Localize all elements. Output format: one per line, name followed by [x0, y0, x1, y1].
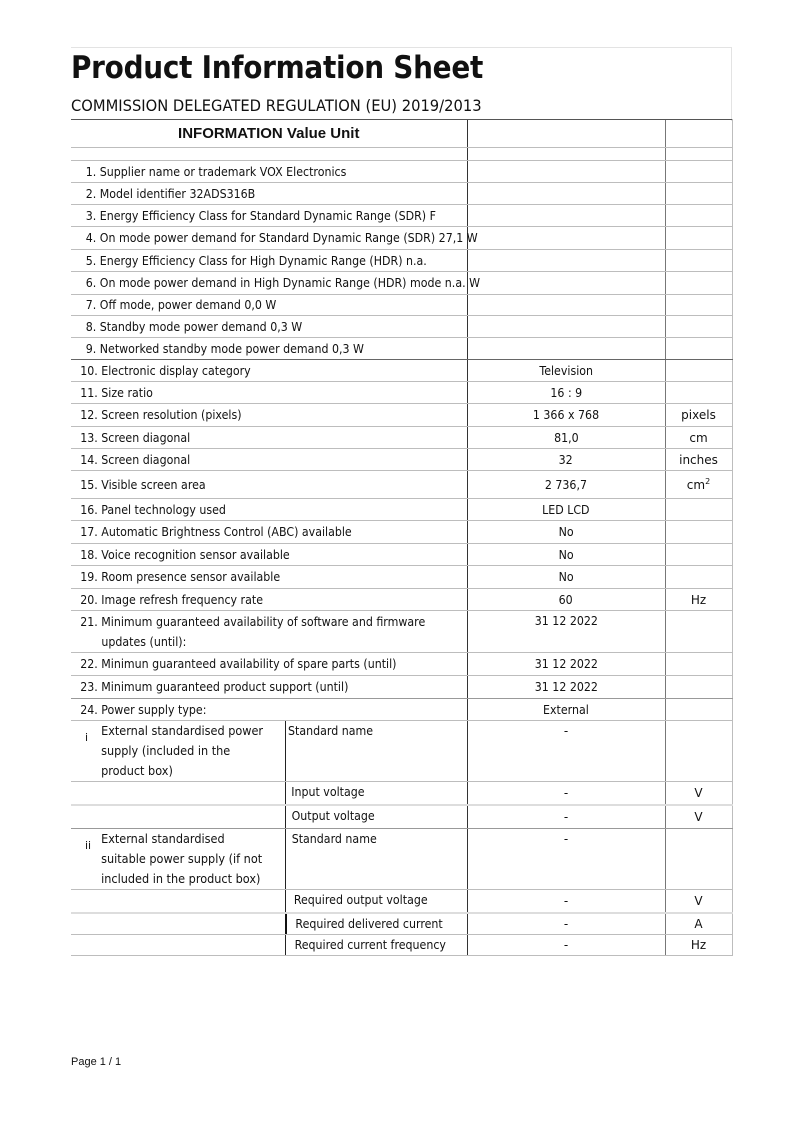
power-supply-i-row [71, 782, 732, 806]
row-label: 7. Off mode, power demand 0,0 W [85, 298, 277, 312]
table-row [71, 544, 732, 566]
row-unit [665, 316, 732, 338]
row-label-continued: updates (until): [101, 635, 187, 649]
field-unit: V [665, 782, 732, 806]
field-value: - [563, 724, 569, 738]
roman-marker-ii: ii [85, 839, 92, 852]
field-value: - [563, 832, 569, 846]
row-label: 3. Energy Efficiency Class for Standard Dynamic Range (SDR) F [85, 208, 436, 223]
field-unit [665, 721, 732, 782]
table-row [71, 295, 732, 316]
table-row [71, 449, 732, 471]
page-number: Page 1 / 1 [71, 1056, 122, 1068]
row-unit [665, 272, 732, 295]
row-label: 22. Minimun guaranteed availability of spare parts (until) [80, 657, 397, 671]
row-label: 2. Model identifier 32ADS316B [85, 186, 256, 201]
row-unit [665, 611, 732, 653]
field-unit: V [665, 805, 732, 829]
table-row [71, 611, 732, 653]
field-value: - [563, 894, 569, 908]
row-value: LED LCD [542, 502, 590, 517]
table-row [71, 653, 732, 676]
row-label: 5. Energy Efficiency Class for High Dynamic Range (HDR) n.a. [85, 253, 427, 268]
row-label: 6. On mode power demand in High Dynamic Range (HDR) mode n.a. W [85, 276, 481, 290]
table-row [71, 205, 732, 227]
row-value: No [558, 525, 574, 539]
field-name: Output voltage [291, 809, 375, 823]
field-name: Standard name [291, 832, 377, 846]
table-row [71, 404, 732, 427]
row-label: 24. Power supply type: [80, 702, 207, 717]
power-supply-ii-row [71, 913, 732, 935]
row-unit: cm [665, 427, 732, 449]
field-unit: V [665, 890, 732, 914]
row-label: 16. Panel technology used [80, 502, 226, 517]
row-unit [665, 295, 732, 316]
row-value: 81,0 [553, 430, 579, 445]
row-unit [665, 382, 732, 404]
row-value: 60 [558, 592, 574, 607]
table-row [71, 250, 732, 272]
field-name: Input voltage [291, 785, 365, 799]
table-row [71, 521, 732, 544]
field-unit: Hz [665, 935, 732, 956]
row-label: 10. Electronic display category [80, 363, 251, 378]
power-supply-i-description: External standardised power supply (included in the product box) [101, 724, 264, 778]
row-value: 1 366 x 768 [532, 408, 600, 422]
row-unit [665, 360, 732, 382]
row-label: 11. Size ratio [80, 385, 153, 400]
field-value: - [563, 938, 569, 952]
row-label: 14. Screen diagonal [80, 452, 191, 467]
row-label: 9. Networked standby mode power demand 0,3 W [85, 341, 364, 356]
row-unit [665, 161, 732, 183]
roman-marker-i: i [85, 731, 89, 744]
table-row [71, 499, 732, 521]
field-value: - [563, 810, 569, 824]
power-supply-ii-row [71, 829, 732, 890]
table-row [71, 566, 732, 589]
row-value: No [558, 547, 574, 562]
row-value: 31 12 2022 [534, 680, 598, 694]
power-supply-i-row [71, 805, 732, 829]
row-label: 17. Automatic Brightness Control (ABC) available [80, 525, 352, 539]
row-unit [665, 544, 732, 566]
table-row [71, 699, 732, 721]
field-name: Required output voltage [293, 893, 428, 907]
table-row [71, 471, 732, 499]
row-unit [665, 653, 732, 676]
table-row [71, 161, 732, 183]
row-label: 18. Voice recognition sensor available [80, 547, 290, 562]
row-unit [665, 183, 732, 205]
row-value: 31 12 2022 [534, 657, 598, 671]
table-row [71, 427, 732, 449]
power-supply-ii-row [71, 890, 732, 914]
row-value: 2 736,7 [544, 477, 588, 492]
table-row [71, 360, 732, 382]
page-title: Product Information Sheet [71, 50, 484, 86]
row-label: 8. Standby mode power demand 0,3 W [85, 319, 303, 334]
row-label: 23. Minimum guaranteed product support (until) [80, 680, 349, 694]
row-unit: Hz [665, 589, 732, 611]
row-value: 32 [558, 452, 574, 467]
row-label: 21. Minimum guaranteed availability of software and firmware [80, 615, 426, 629]
row-unit [665, 566, 732, 589]
table-row [71, 676, 732, 699]
table-row [71, 382, 732, 404]
table-header-row [71, 120, 732, 148]
row-label: 4. On mode power demand for Standard Dynamic Range (SDR) 27,1 W [85, 231, 478, 245]
table-row [71, 227, 732, 250]
table-header: INFORMATION Value Unit [71, 120, 467, 148]
row-unit: $cm^2$ [665, 471, 732, 499]
row-value: 31 12 2022 [534, 614, 598, 628]
row-label: 13. Screen diagonal [80, 430, 191, 445]
row-unit: pixels [665, 404, 732, 427]
power-supply-ii-description: External standardised suitable power supply (if not included in the product box) [101, 832, 263, 886]
row-unit [665, 676, 732, 699]
power-supply-ii-row [71, 935, 732, 956]
spacer-row [71, 148, 732, 161]
row-value: No [558, 570, 574, 584]
row-unit: inches [665, 449, 732, 471]
table-row [71, 272, 732, 295]
field-unit: A [665, 913, 732, 935]
table-row [71, 589, 732, 611]
row-unit [665, 227, 732, 250]
row-unit [665, 338, 732, 360]
power-supply-i-row [71, 721, 732, 782]
row-unit [665, 699, 732, 721]
row-unit [665, 521, 732, 544]
field-name: Required delivered current [295, 917, 443, 931]
row-value: External [543, 702, 589, 717]
row-value: Television [539, 363, 593, 378]
field-name: Standard name [288, 724, 374, 738]
row-label: 1. Supplier name or trademark VOX Electronics [85, 164, 347, 179]
regulation-subtitle: COMMISSION DELEGATED REGULATION (EU) 2019/2013 [71, 96, 482, 115]
field-value: - [563, 917, 569, 931]
row-label: 15. Visible screen area [80, 477, 206, 492]
row-label: 12. Screen resolution (pixels) [80, 408, 242, 422]
row-value: 16 : 9 [550, 385, 582, 400]
row-label: 19. Room presence sensor available [80, 570, 281, 584]
table-row [71, 316, 732, 338]
field-unit [665, 829, 732, 890]
product-info-table [71, 119, 733, 956]
row-unit [665, 205, 732, 227]
field-value: - [563, 786, 569, 800]
row-unit [665, 250, 732, 272]
row-label: 20. Image refresh frequency rate [80, 592, 263, 607]
field-name: Required current frequency [294, 938, 446, 952]
row-unit [665, 499, 732, 521]
table-row [71, 183, 732, 205]
table-row [71, 338, 732, 360]
